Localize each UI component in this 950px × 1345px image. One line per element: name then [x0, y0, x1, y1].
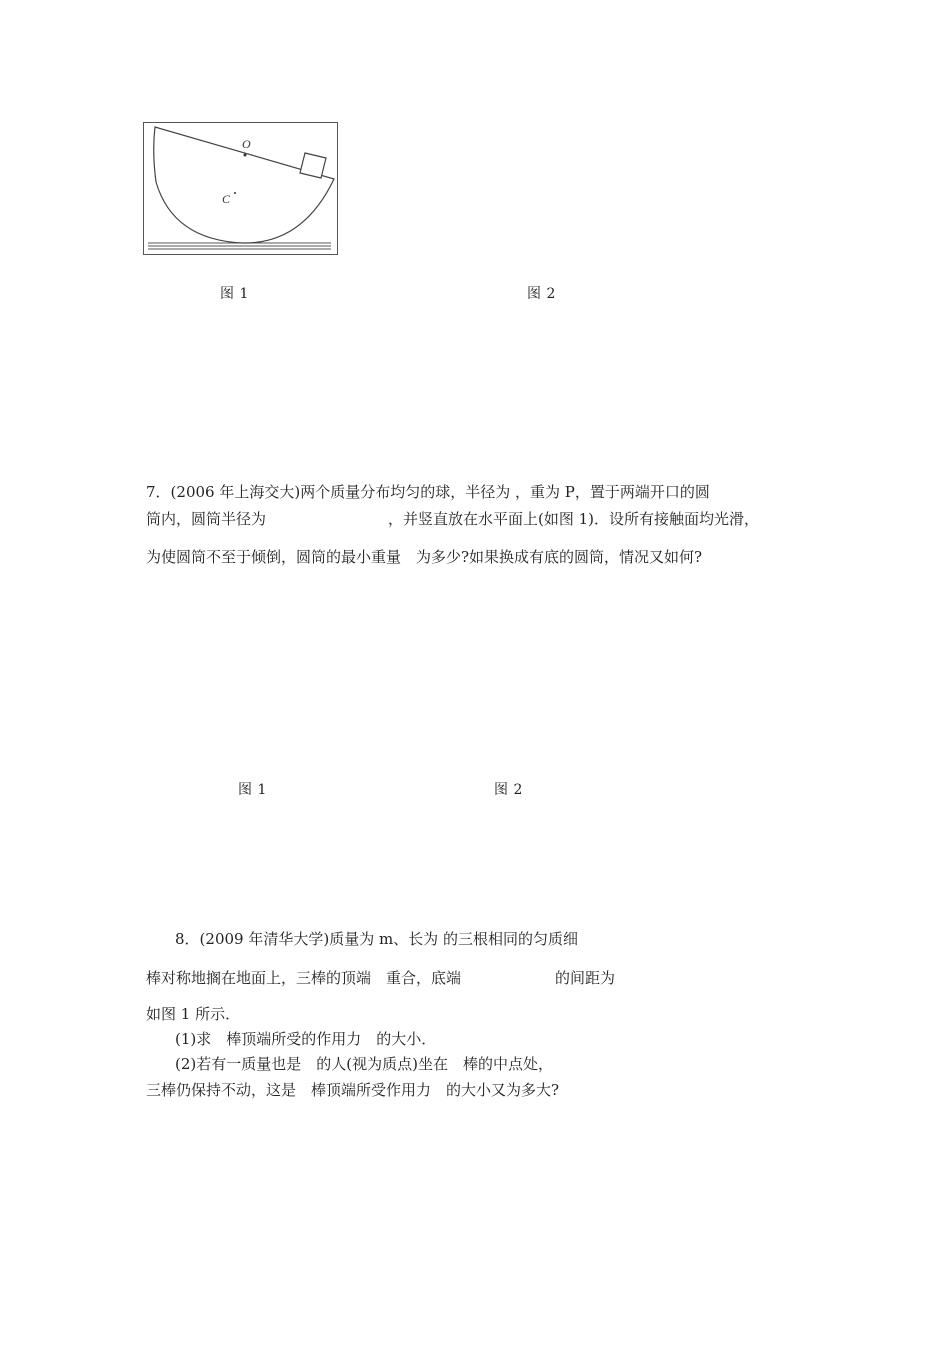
q8-line5: (2)若有一质量也是 的人(视为质点)坐在 棒的中点处，: [175, 1055, 553, 1073]
q8-line1: 8．(2009 年清华大学)质量为 m、长为 的三根相同的匀质细: [175, 930, 578, 948]
q8-line4: (1)求 棒顶端所受的作用力 的大小．: [175, 1030, 437, 1048]
q8-line3: 如图 1 所示．: [146, 1005, 241, 1023]
caption-fig2-mid: 图 2: [494, 782, 523, 798]
caption-fig1-top: 图 1: [220, 286, 249, 302]
q8-line2b: 的间距为: [555, 969, 616, 987]
point-c-dot: [234, 192, 236, 194]
point-o-dot: [244, 154, 247, 157]
figure-border: [144, 123, 338, 255]
q8-line6: 三棒仍保持不动，这是 棒顶端所受作用力 的大小又为多大?: [146, 1081, 560, 1099]
q8-line2a: 棒对称地搁在地面上，三棒的顶端 重合，底端: [146, 969, 462, 987]
q7-line2b: ，并竖直放在水平面上(如图 1)．设所有接触面均光滑，: [388, 510, 760, 528]
q7-line1: 7．(2006 年上海交大)两个质量分布均匀的球，半径为 ，重为 P，置于两端开口的圆: [146, 483, 710, 501]
q7-line2a: 筒内，圆筒半径为: [146, 510, 267, 528]
label-c: C: [222, 192, 231, 206]
q7-line3: 为使圆筒不至于倾倒，圆筒的最小重量 为多少?如果换成有底的圆筒，情况又如何?: [146, 548, 703, 566]
label-o: O: [242, 137, 251, 151]
hemisphere-figure: [143, 122, 338, 255]
ground: [148, 243, 331, 249]
caption-fig1-mid: 图 1: [238, 782, 267, 798]
block: [300, 153, 326, 178]
caption-fig2-top: 图 2: [527, 286, 556, 302]
